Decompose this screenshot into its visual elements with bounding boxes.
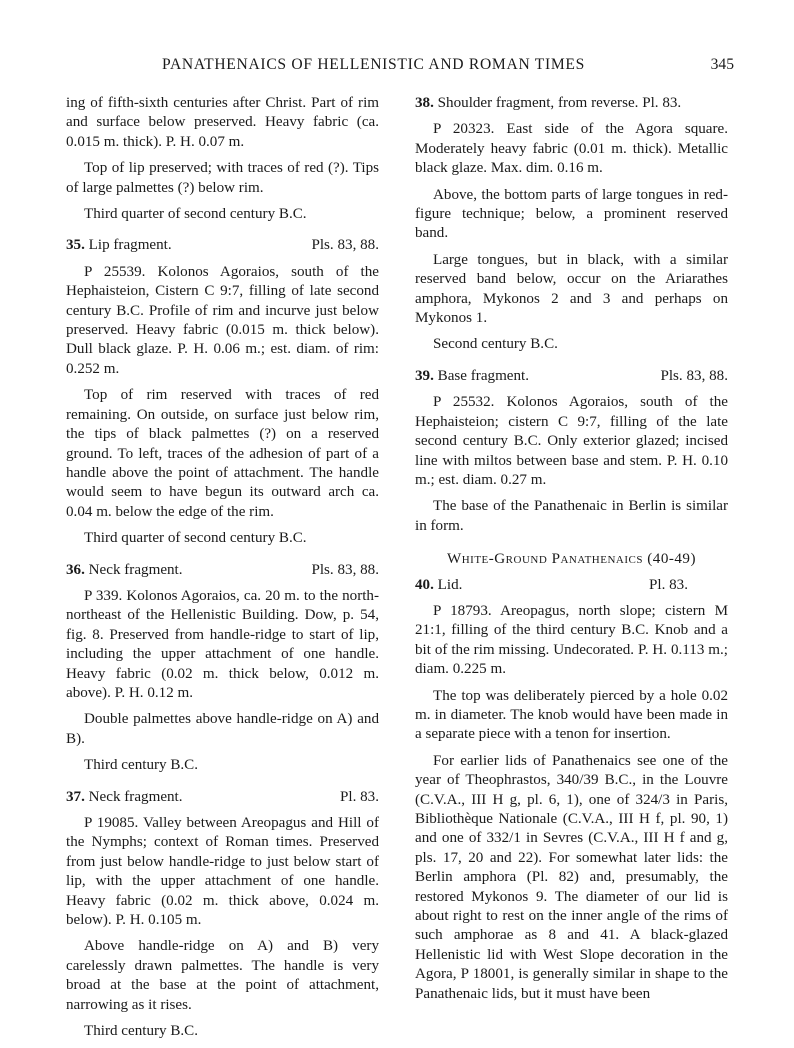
section-heading: White-Ground Panathenaics (40-49) (446, 551, 697, 568)
entry-40-catalog: P 18793. Areopagus, north slope; cistern M 21:1, filling of the third century B.C. Knob and a bit of the rim missing. Undecorated. P. H. 0.113 m.; diam. 0.225 m. (415, 602, 728, 678)
entry-35-catalog: P 25539. Kolonos Agoraios, south of the Hephaisteion, Cistern C 9:7, filling of late second century B.C. Profile of rim and incurve just below preserved. Heavy fabric (0.015 m. thick below). Dull black glaze. P. H. 0.06 m.; est. diam. of rim: 0.252 m. (66, 263, 379, 377)
page-header (70, 56, 734, 78)
entry-39-heading (415, 367, 728, 386)
entry-number: 40. (415, 576, 434, 593)
entry-plates: Pls. 83, 88. (660, 367, 728, 384)
entry-38-catalog: P 20323. East side of the Agora square. Moderately heavy fabric (0.01 m. thick). Metallic black glaze. Max. dim. 0.16 m. (415, 121, 728, 177)
entry-plates: Pl. 83. (648, 576, 688, 593)
entry-36-catalog: P 339. Kolonos Agoraios, ca. 20 m. to the north-northeast of the Hellenistic Building. Dow, p. 54, fig. 8. Preserved from handle-ridge to start of lip, including the upper attachment of one handle. Heavy fabric (0.02 m. thick below, 0.012 m. above). P. H. 0.12 m. (66, 587, 379, 701)
entry-37-catalog: P 19085. Valley between Areopagus and Hill of the Nymphs; context of Roman times. Preserved from just below handle-ridge to just below start of lip, with the upper attachment of one handle. Heavy fabric (0.02 m. thick above, 0.024 m. below). P. H. 0.105 m. (66, 815, 379, 929)
entry-38-date: Second century B.C. (433, 336, 558, 353)
entry-36-date: Third century B.C. (84, 757, 199, 774)
entry-number: 37. (66, 788, 85, 805)
entry-40-heading (415, 576, 728, 595)
entry-date: Third quarter of second century B.C. (84, 206, 307, 223)
entry-37-date: Third century B.C. (84, 1023, 199, 1040)
page-number: 345 (710, 56, 734, 73)
entry-38-comparison: Large tongues, but in black, with a similar reserved band below, occur on the Ariarathes amphora, Mykonos 2 and 3 and perhaps on Mykonos 1. (415, 251, 728, 327)
entry-number: 39. (415, 367, 434, 384)
entry-37-heading (66, 788, 379, 807)
entry-title: Lip fragment. (88, 237, 172, 254)
entry-title: Lid. (437, 576, 463, 593)
entry-38-heading (415, 94, 728, 113)
entry-38-description: Above, the bottom parts of large tongues in red-figure technique; below, a prominent reserved band. (415, 186, 728, 242)
continued-paragraph: ing of fifth-sixth centuries after Christ. Part of rim and surface below preserved. Heavy fabric (ca. 0.015 m. thick). P. H. 0.07 m. (66, 95, 379, 150)
entry-title: Shoulder fragment, from reverse. Pl. 83. (437, 95, 682, 111)
right-column (415, 94, 728, 1011)
entry-number: 35. (66, 237, 85, 254)
entry-35-heading (66, 236, 379, 255)
entry-37-description: Above handle-ridge on A) and B) very carelessly drawn palmettes. The handle is very broad at the base at the point of attachment, narrowing as it rises. (66, 938, 379, 1013)
running-title: PANATHENAICS OF HELLENISTIC AND ROMAN TIMES (162, 56, 586, 73)
entry-35-description: Top of rim reserved with traces of red remaining. On outside, on surface just below rim, the tips of black palmettes (?) on a reserved ground. To left, traces of the adhesion of part of a handle above the point of attachment. The handle would seem to have begun its outward arch ca. 0.04 m. below the edge of the rim. (66, 387, 379, 520)
entry-35-date: Third quarter of second century B.C. (84, 530, 307, 547)
entry-plates: Pls. 83, 88. (311, 561, 379, 578)
entry-plates: Pl. 83. (339, 788, 379, 805)
continued-description: Top of lip preserved; with traces of red (?). Tips of large palmettes (?) below rim. (66, 160, 379, 196)
entry-39-description: The base of the Panathenaic in Berlin is similar in form. (415, 498, 728, 534)
entry-number: 38. (415, 95, 434, 111)
left-column (66, 94, 379, 1048)
entry-40-comparison: For earlier lids of Panathenaics see one of the year of Theophrastos, 340/39 B.C., in the Louvre (C.V.A., III H g, pl. 6, 1), one of 324/3 in Paris, Bibliothèque Nationale (C.V.A., III H f, pl. 90, 1) and one of 332/1 in Sevres (C.V.A., III H f and g, pls. 17, 20 and 22). For somewhat later lids: the Berlin amphora (Pl. 82) and, presumably, the restored Mykonos 9. The diameter of our lid is about right to rest on the inner angle of the rims of such amphorae as 8 and 41. A black-glazed Hellenistic lid with West Slope decoration in the Agora, P 18001, is generally similar in shape to the Panathenaic lids, but it must have been (415, 752, 728, 1002)
entry-title: Neck fragment. (88, 788, 183, 805)
entry-number: 36. (66, 561, 85, 578)
entry-title: Neck fragment. (88, 561, 183, 578)
entry-plates: Pls. 83, 88. (311, 237, 379, 254)
entry-title: Base fragment. (437, 367, 530, 384)
entry-40-description: The top was deliberately pierced by a hole 0.02 m. in diameter. The knob would have been made in a separate piece with a tenon for insertion. (415, 687, 728, 743)
entry-36-heading (66, 561, 379, 580)
entry-36-description: Double palmettes above handle-ridge on A) and B). (66, 711, 379, 747)
entry-39-catalog: P 25532. Kolonos Agoraios, south of the Hephaisteion; cistern C 9:7, filling of the late second century B.C. Only exterior glazed; incised line with miltos between base and stem. P. H. 0.10 m.; est. diam. 0.27 m. (415, 394, 728, 488)
